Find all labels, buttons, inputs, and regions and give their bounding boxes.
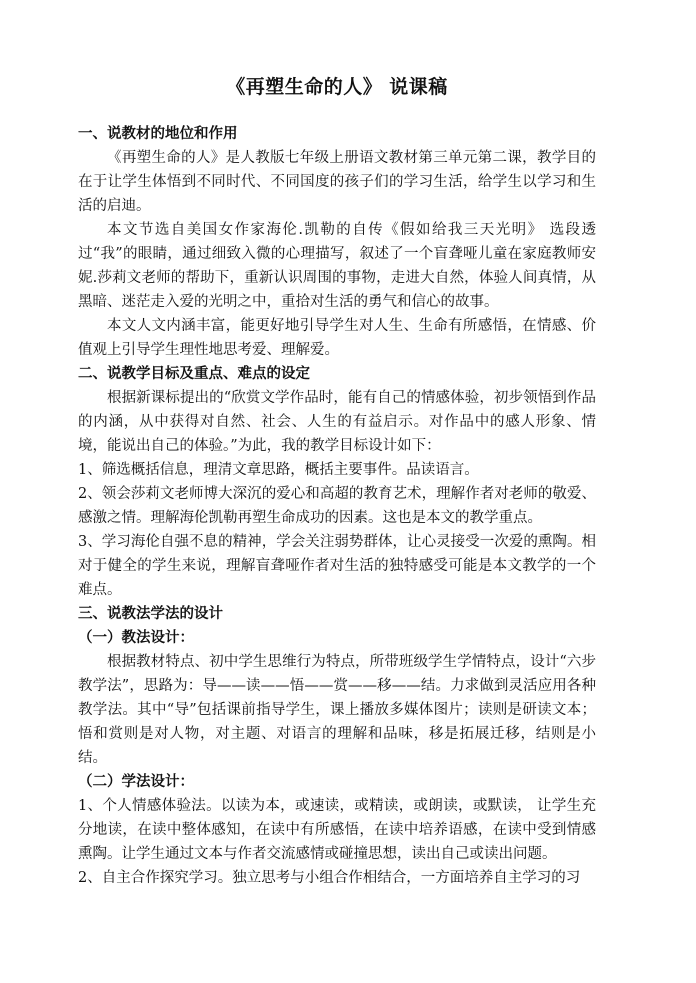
- list-item: 2、自主合作探究学习。独立思考与小组合作相结合，一方面培养自主学习的习: [78, 870, 581, 886]
- document-title: 《再塑生命的人》 说课稿: [226, 76, 448, 98]
- list-item: 3、学习海伦自强不息的精神，学会关注弱势群体，让心灵接受一次爱的熏陶。相对于健全的学生来说，理解盲聋哑作者对生活的独特感受可能是本文教学的一个难点。: [78, 534, 596, 598]
- list-item: 2、领会莎莉文老师博大深沉的爱心和高超的教育艺术，理解作者对老师的敬爱、感激之情。理解海伦凯勒再塑生命成功的因素。这也是本文的教学重点。: [78, 486, 596, 526]
- paragraph: 根据新课标提出的“欣赏文学作品时，能有自己的情感体验，初步领悟到作品的内涵，从中获得对自然、社会、人生的有益启示。对作品中的感人形象、情境，能说出自己的体验。”为此，我的教学目标设计如下：: [78, 390, 596, 454]
- paragraph: 根据教材特点、初中学生思维行为特点，所带班级学生学情特点，设计“六步教学法”，思路为：导——读——悟——赏——移——结。力求做到灵活应用各种教学法。其中“导”包括课前指导学生，课上播放多媒体图片；读则是研读文本；悟和赏则是对人物，对主题、对语言的理解和品味，移是拓展迁移，结则是小结。: [78, 654, 596, 766]
- list-item: 1、个人情感体验法。以读为本，或速读，或精读，或朗读，或默读， 让学生充分地读，在读中整体感知，在读中有所感悟，在读中培养语感，在读中受到情感熏陶。让学生通过文本与作者交流感情或碰撞思想，读出自己或读出问题。: [78, 798, 596, 862]
- section-heading-2: 二、说教学目标及重点、难点的设定: [78, 365, 310, 382]
- subsection-heading-1: （一）教法设计：: [78, 629, 194, 646]
- subsection-heading-2: （二）学法设计：: [78, 773, 194, 790]
- paragraph: 本文节选自美国女作家海伦.凯勒的自传《假如给我三天光明》 选段透过“我”的眼睛，通过细致入微的心理描写，叙述了一个盲聋哑儿童在家庭教师安妮.莎莉文老师的帮助下，重新认识周围的事物，走进大自然，体验人间真情，从黑暗、迷茫走入爱的光明之中，重拾对生活的勇气和信心的故事。: [78, 222, 596, 310]
- paragraph: 本文人文内涵丰富，能更好地引导学生对人生、生命有所感悟，在情感、价值观上引导学生理性地思考爱、理解爱。: [78, 318, 596, 358]
- list-item: 1、筛选概括信息，理清文章思路，概括主要事件。品读语言。: [78, 462, 479, 478]
- section-heading-3: 三、说教法学法的设计: [78, 605, 223, 622]
- section-heading-1: 一、说教材的地位和作用: [78, 125, 238, 142]
- paragraph: 《再塑生命的人》是人教版七年级上册语文教材第三单元第二课，教学目的在于让学生体悟到不同时代、不同国度的孩子们的学习生活，给学生以学习和生活的启迪。: [78, 150, 596, 214]
